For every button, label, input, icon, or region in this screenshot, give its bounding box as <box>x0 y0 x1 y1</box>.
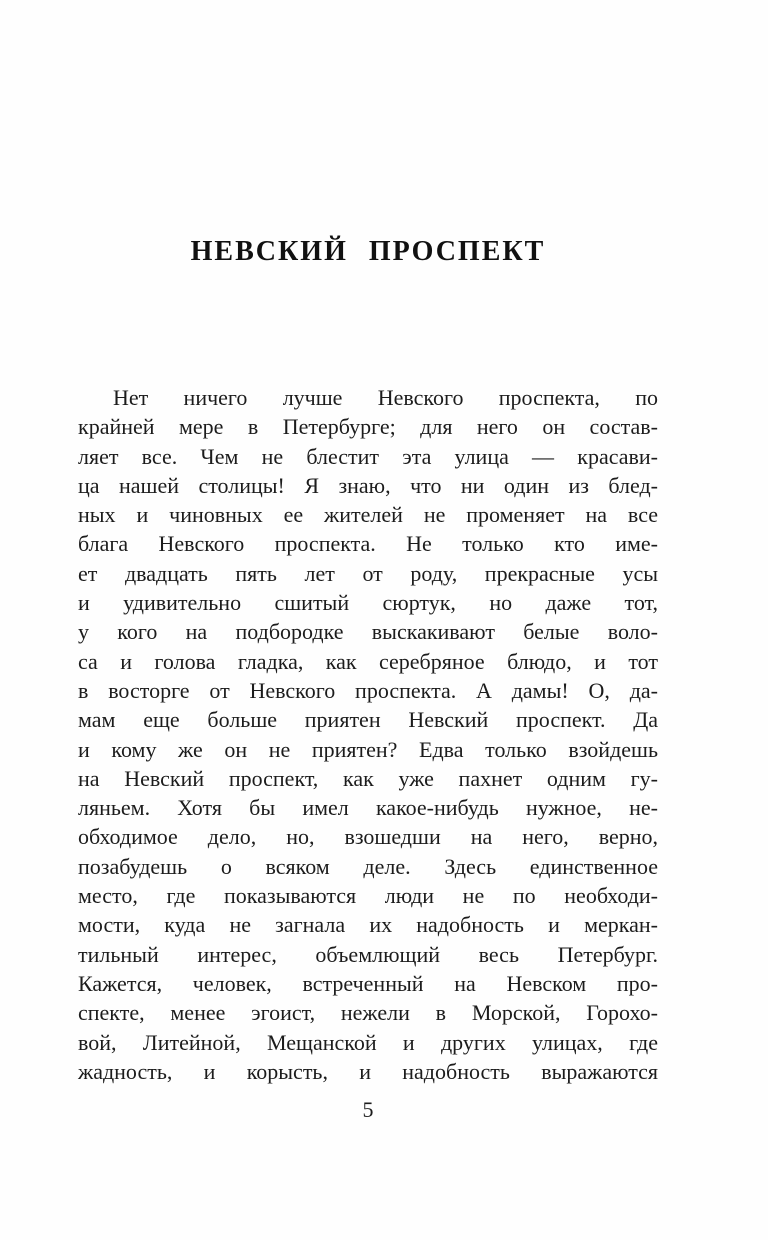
chapter-title: НЕВСКИЙ ПРОСПЕКТ <box>190 236 546 267</box>
text-line: мости, куда не загнала их надобность и меркан- <box>78 912 658 938</box>
text-line: тильный интерес, объемлющий весь Петербург. <box>78 941 658 967</box>
text-line: ных и чиновных ее жителей не променяет на все <box>78 502 658 528</box>
text-line: ет двадцать пять лет от роду, прекрасные усы <box>78 560 658 586</box>
page-content <box>78 0 658 1240</box>
text-line: са и голова гладка, как серебряное блюдо, и тот <box>78 648 658 674</box>
text-line: Нет ничего лучше Невского проспекта, по <box>113 385 658 410</box>
text-line: ляет все. Чем не блестит эта улица — красави- <box>78 443 658 469</box>
text-line: ца нашей столицы! Я знаю, что ни один из блед- <box>78 472 658 498</box>
text-line: Кажется, человек, встреченный на Невском про- <box>78 970 658 996</box>
text-line: на Невский проспект, как уже пахнет одним гу- <box>78 765 658 791</box>
text-line: позабудешь о всяком деле. Здесь единственное <box>78 853 658 879</box>
text-line: и кому же он не приятен? Едва только взойдешь <box>78 736 658 762</box>
text-line: ляньем. Хотя бы имел какое-нибудь нужное, не- <box>78 795 658 821</box>
text-line: жадность, и корысть, и надобность выражаются <box>78 1058 658 1084</box>
text-line: и удивительно сшитый сюртук, но даже тот, <box>78 590 658 616</box>
text-line: крайней мере в Петербурге; для него он состав- <box>78 414 658 440</box>
text-line: у кого на подбородке выскакивают белые воло- <box>78 619 658 645</box>
text-line: мам еще больше приятен Невский проспект. Да <box>78 707 658 733</box>
text-line: блага Невского проспекта. Не только кто име- <box>78 531 658 557</box>
page-number: 5 <box>362 1097 374 1122</box>
body-text <box>78 383 658 1086</box>
text-line: обходимое дело, но, взошедши на него, верно, <box>78 824 658 850</box>
text-line: место, где показываются люди не по необходи- <box>78 883 658 909</box>
text-line: в восторге от Невского проспекта. А дамы! О, да- <box>78 677 658 703</box>
text-line: вой, Литейной, Мещанской и других улицах, где <box>78 1029 658 1055</box>
text-line: спекте, менее эгоист, нежели в Морской, Горохо- <box>78 1000 658 1026</box>
